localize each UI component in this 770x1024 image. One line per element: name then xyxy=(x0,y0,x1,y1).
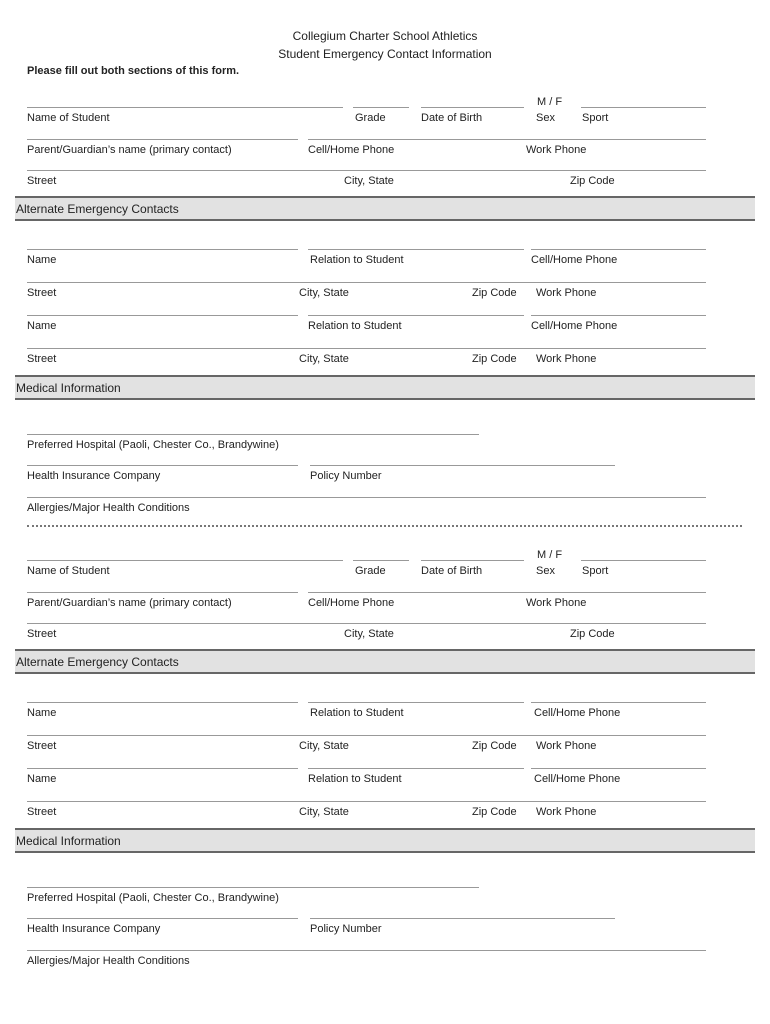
policy-number-field[interactable] xyxy=(310,918,615,919)
contact-2-name-field[interactable] xyxy=(27,768,298,769)
form-subtitle: Student Emergency Contact Information xyxy=(278,47,492,61)
student-zip-label: Zip Code xyxy=(570,628,615,640)
sex-label: Sex xyxy=(536,112,555,124)
parent-phones-field[interactable] xyxy=(308,592,706,593)
grade-field[interactable] xyxy=(353,560,409,561)
policy-number-field[interactable] xyxy=(310,465,615,466)
contact-1-relation-field[interactable] xyxy=(308,702,524,703)
contact-2-city-state-label: City, State xyxy=(299,353,349,365)
contact-2-zip-label: Zip Code xyxy=(472,806,517,818)
contact-2-street-label: Street xyxy=(27,353,57,365)
grade-label: Grade xyxy=(355,565,386,577)
contact-2-relation-field[interactable] xyxy=(308,768,524,769)
contact-2-street-label: Street xyxy=(27,806,57,818)
policy-number-label: Policy Number xyxy=(310,923,382,935)
parent-phones-field[interactable] xyxy=(308,139,706,140)
student-name-field[interactable] xyxy=(27,107,343,108)
alternate-contacts-heading-title: Alternate Emergency Contacts xyxy=(16,655,179,669)
contact-1-name-label: Name xyxy=(27,254,57,266)
sex-options-label: M / F xyxy=(537,96,563,108)
contact-2-cell-phone-label: Cell/Home Phone xyxy=(534,773,621,785)
contact-1-cell-phone-field[interactable] xyxy=(531,702,706,703)
contact-2-city-state-label: City, State xyxy=(299,806,349,818)
medical-info-heading xyxy=(15,828,755,853)
contact-1-cell-phone-field[interactable] xyxy=(531,249,706,250)
student-street-label: Street xyxy=(27,628,57,640)
contact-2-cell-phone-label: Cell/Home Phone xyxy=(531,320,618,332)
policy-number-label: Policy Number xyxy=(310,470,382,482)
grade-label: Grade xyxy=(355,112,386,124)
grade-field[interactable] xyxy=(353,107,409,108)
parent-cell-phone-label: Cell/Home Phone xyxy=(308,597,395,609)
insurance-company-field[interactable] xyxy=(27,918,298,919)
contact-1-street-label: Street xyxy=(27,740,57,752)
contact-2-relation-field[interactable] xyxy=(308,315,524,316)
contact-1-name-field[interactable] xyxy=(27,702,298,703)
contact-1-cell-phone-label: Cell/Home Phone xyxy=(531,254,618,266)
allergies-field[interactable] xyxy=(27,497,706,498)
hospital-label: Preferred Hospital (Paoli, Chester Co., Brandywine) xyxy=(27,439,279,451)
medical-info-heading-title: Medical Information xyxy=(16,381,121,395)
contact-1-zip-label: Zip Code xyxy=(472,287,517,299)
medical-info-heading xyxy=(15,375,755,400)
allergies-field[interactable] xyxy=(27,950,706,951)
hospital-label: Preferred Hospital (Paoli, Chester Co., Brandywine) xyxy=(27,892,279,904)
allergies-label: Allergies/Major Health Conditions xyxy=(27,502,190,514)
section-cut-line xyxy=(27,525,742,527)
insurance-company-label: Health Insurance Company xyxy=(27,923,161,935)
contact-2-work-phone-label: Work Phone xyxy=(536,353,597,365)
date-of-birth-label: Date of Birth xyxy=(421,565,483,577)
contact-1-zip-label: Zip Code xyxy=(472,740,517,752)
medical-info-heading-title: Medical Information xyxy=(16,834,121,848)
sport-label: Sport xyxy=(582,565,609,577)
contact-1-relation-field[interactable] xyxy=(308,249,524,250)
date-of-birth-field[interactable] xyxy=(421,560,524,561)
date-of-birth-field[interactable] xyxy=(421,107,524,108)
contact-1-name-field[interactable] xyxy=(27,249,298,250)
sport-field[interactable] xyxy=(581,560,706,561)
contact-1-work-phone-label: Work Phone xyxy=(536,740,597,752)
student-city-state-label: City, State xyxy=(344,175,394,187)
student-name-field[interactable] xyxy=(27,560,343,561)
contact-2-work-phone-label: Work Phone xyxy=(536,806,597,818)
insurance-company-label: Health Insurance Company xyxy=(27,470,161,482)
contact-1-address-field[interactable] xyxy=(27,735,706,736)
insurance-company-field[interactable] xyxy=(27,465,298,466)
parent-name-label: Parent/Guardian’s name (primary contact) xyxy=(27,597,232,609)
student-address-field[interactable] xyxy=(27,623,706,624)
contact-1-cell-phone-label: Cell/Home Phone xyxy=(534,707,621,719)
parent-name-field[interactable] xyxy=(27,592,298,593)
contact-1-city-state-label: City, State xyxy=(299,287,349,299)
student-zip-label: Zip Code xyxy=(570,175,615,187)
contact-2-cell-phone-field[interactable] xyxy=(531,768,706,769)
contact-2-address-field[interactable] xyxy=(27,801,706,802)
contact-2-name-field[interactable] xyxy=(27,315,298,316)
date-of-birth-label: Date of Birth xyxy=(421,112,483,124)
parent-cell-phone-label: Cell/Home Phone xyxy=(308,144,395,156)
contact-2-zip-label: Zip Code xyxy=(472,353,517,365)
hospital-field[interactable] xyxy=(27,434,479,435)
allergies-label: Allergies/Major Health Conditions xyxy=(27,955,190,967)
parent-work-phone-label: Work Phone xyxy=(526,144,587,156)
contact-1-work-phone-label: Work Phone xyxy=(536,287,597,299)
sex-options-label: M / F xyxy=(537,549,563,561)
contact-2-name-label: Name xyxy=(27,320,57,332)
alternate-contacts-heading xyxy=(15,196,755,221)
contact-2-relation-label: Relation to Student xyxy=(308,320,402,332)
contact-1-address-field[interactable] xyxy=(27,282,706,283)
student-name-label: Name of Student xyxy=(27,565,110,577)
hospital-field[interactable] xyxy=(27,887,479,888)
alternate-contacts-heading xyxy=(15,649,755,674)
parent-name-label: Parent/Guardian’s name (primary contact) xyxy=(27,144,232,156)
sex-label: Sex xyxy=(536,565,555,577)
contact-1-city-state-label: City, State xyxy=(299,740,349,752)
parent-name-field[interactable] xyxy=(27,139,298,140)
form-title: Collegium Charter School Athletics xyxy=(292,29,478,43)
contact-2-address-field[interactable] xyxy=(27,348,706,349)
contact-2-cell-phone-field[interactable] xyxy=(531,315,706,316)
sport-field[interactable] xyxy=(581,107,706,108)
contact-1-name-label: Name xyxy=(27,707,57,719)
contact-2-name-label: Name xyxy=(27,773,57,785)
student-name-label: Name of Student xyxy=(27,112,110,124)
parent-work-phone-label: Work Phone xyxy=(526,597,587,609)
student-city-state-label: City, State xyxy=(344,628,394,640)
form-instruction: Please fill out both sections of this form. xyxy=(27,65,240,77)
student-street-label: Street xyxy=(27,175,57,187)
alternate-contacts-heading-title: Alternate Emergency Contacts xyxy=(16,202,179,216)
contact-2-relation-label: Relation to Student xyxy=(308,773,402,785)
student-address-field[interactable] xyxy=(27,170,706,171)
contact-1-street-label: Street xyxy=(27,287,57,299)
contact-1-relation-label: Relation to Student xyxy=(310,707,404,719)
sport-label: Sport xyxy=(582,112,609,124)
contact-1-relation-label: Relation to Student xyxy=(310,254,404,266)
